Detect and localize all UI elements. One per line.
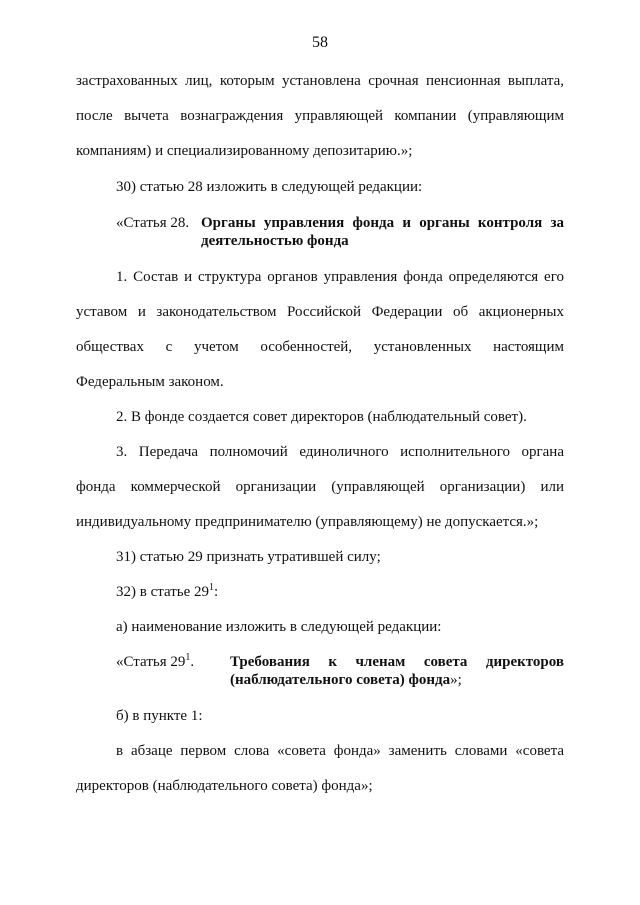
page-number: 58 (312, 34, 328, 51)
text-line: 3. Передача полномочий единоличного исполнительного органа (116, 444, 564, 460)
item-b: б) в пункте 1: (116, 708, 203, 724)
text-line: 1. Состав и структура органов управления фонда определяются его (116, 269, 564, 285)
text-line: обществах с учетом особенностей, установленных настоящим (76, 339, 564, 355)
text-line: индивидуальному предпринимателю (управляющему) не допускается.»; (76, 514, 539, 530)
superscript: 1 (209, 582, 215, 593)
text-line: директоров (наблюдательного совета) фонда»; (76, 778, 373, 794)
item-30: 30) статью 28 изложить в следующей редакции: (116, 179, 423, 195)
article-29-1-prefix (116, 653, 194, 671)
item-32-colon: : (214, 584, 219, 600)
article-29-1-title: Требования к членам совета директоров (230, 654, 564, 670)
item-32-text: 32) в статье 29 (116, 584, 210, 600)
text-line: после вычета вознаграждения управляющей компании (управляющим (76, 108, 564, 124)
text-line: застрахованных лиц, которым установлена срочная пенсионная выплата, (76, 73, 564, 89)
item-a: а) наименование изложить в следующей редакции: (116, 619, 442, 635)
article-29-1-title-text: (наблюдательного совета) фонда (230, 672, 451, 688)
item-31: 31) статью 29 признать утратившей силу; (116, 549, 381, 565)
article-28-prefix: «Статья 28. (116, 215, 190, 231)
text-line: в абзаце первом слова «совета фонда» заменить словами «совета (116, 743, 564, 759)
text-line: 2. В фонде создается совет директоров (наблюдательный совет). (116, 409, 527, 425)
article-29-1-end: »; (450, 672, 462, 688)
article-29-1-dot: . (190, 654, 195, 670)
text-line: фонда коммерческой организации (управляющей организации) или (76, 479, 564, 495)
article-29-1-label: «Статья 29 (116, 654, 186, 670)
text-line: уставом и законодательством Российской Федерации об акционерных (76, 304, 564, 320)
article-28-title-cont: деятельностью фонда (201, 233, 349, 249)
article-29-1-title-cont (230, 671, 462, 689)
article-28-title: Органы управления фонда и органы контроля за (201, 215, 564, 231)
superscript: 1 (185, 652, 191, 663)
text-line: Федеральным законом. (76, 374, 224, 390)
item-32 (116, 583, 218, 601)
text-line: компаниям) и специализированному депозитарию.»; (76, 143, 413, 159)
